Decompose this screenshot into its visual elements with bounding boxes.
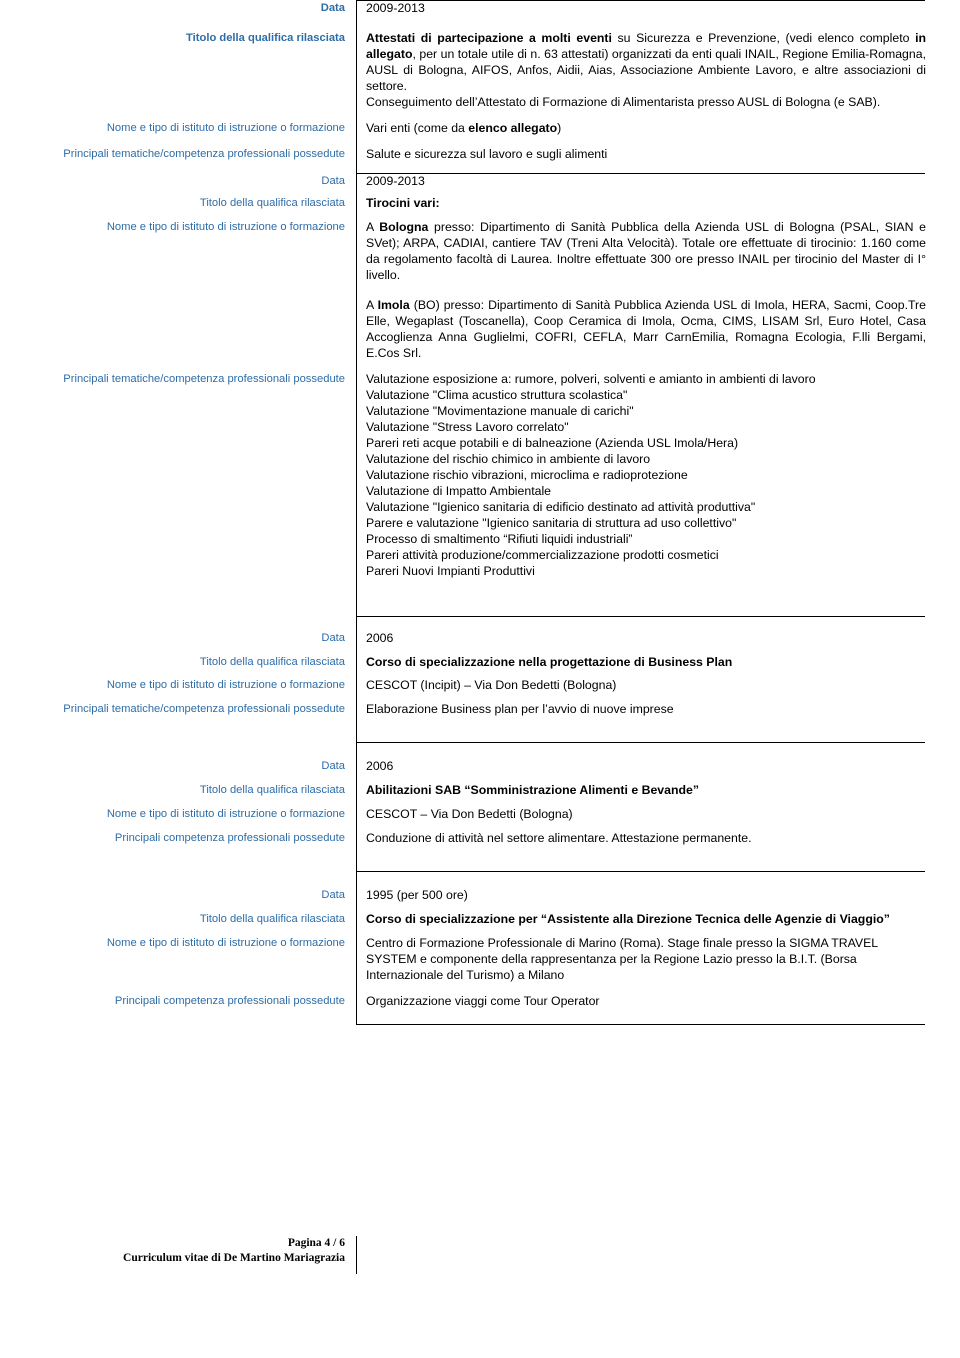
value-data: 2009-2013	[366, 173, 425, 188]
footer-page-number: Pagina 4 / 6	[287, 1237, 345, 1249]
label-titolo-qualifica: Titolo della qualifica rilasciata	[199, 655, 345, 668]
label-data: Data	[321, 631, 345, 644]
list-item: Valutazione rischio vibrazioni, microclima e radioprotezione	[366, 467, 688, 482]
label-data: Data	[321, 174, 345, 187]
column-divider-line	[356, 174, 357, 616]
value-tematiche-list	[357, 372, 926, 580]
value-tematiche: Salute e sicurezza sul lavoro e sugli alimenti	[366, 146, 608, 161]
section-attestati-2009-2013	[0, 1, 960, 173]
value-istituto-imola: A Imola (BO) presso: Dipartimento di Sanità Pubblica Azienda USL di Imola, HERA, Sacmi, Coop.Tre Elle, Wegaplast (Toscanella), Coop Ceramica di Imola, Ocma, CIMS, LISAM Srl, Euro Hotel, Casa Accoglienza Anna Guglielmi, COFRI, CEFLA, Marr CarnEmilia, Romagna Ecologia, F.lli Bergami, E.Cos Srl.	[366, 297, 926, 360]
list-item: Valutazione esposizione a: rumore, polveri, solventi e amianto in ambienti di lavoro	[366, 371, 816, 386]
section-divider-bottom	[356, 1024, 925, 1025]
value-istituto: Vari enti (come da elenco allegato)	[366, 120, 562, 135]
label-istituto: Nome e tipo di istituto di istruzione o formazione	[106, 121, 345, 134]
column-divider-line	[356, 872, 357, 1024]
label-titolo-qualifica: Titolo della qualifica rilasciata	[186, 31, 345, 44]
value-istituto: CESCOT (Incipit) – Via Don Bedetti (Bologna)	[366, 678, 617, 693]
list-item: Valutazione "Igienico sanitaria di edificio destinato ad attività produttiva"	[366, 499, 756, 514]
value-titolo-qualifica: Tirocini vari:	[366, 195, 440, 210]
label-tematiche: Principali tematiche/competenza professionali possedute	[63, 147, 345, 160]
column-divider-line	[356, 617, 357, 743]
label-competenze: Principali competenza professionali possedute	[114, 995, 345, 1008]
list-item: Valutazione del rischio chimico in ambiente di lavoro	[366, 451, 651, 466]
list-item: Pareri attività produzione/commercializzazione prodotti cosmetici	[366, 547, 719, 562]
value-data: 2009-2013	[366, 1, 425, 15]
label-data: Data	[321, 889, 345, 902]
label-tematiche: Principali tematiche/competenza professionali possedute	[63, 372, 345, 385]
label-istituto: Nome e tipo di istituto di istruzione o formazione	[106, 808, 345, 821]
label-tematiche: Principali tematiche/competenza professionali possedute	[63, 703, 345, 716]
list-item: Valutazione "Movimentazione manuale di carichi"	[366, 403, 634, 418]
list-item: Processo di smaltimento “Rifiuti liquidi industriali”	[366, 531, 633, 546]
label-competenze: Principali competenza professionali possedute	[114, 832, 345, 845]
footer-title: Curriculum vitae di De Martino Mariagrazia	[123, 1252, 345, 1265]
section-tirocini-2009-2013	[0, 174, 960, 616]
value-titolo-qualifica: Corso di specializzazione per “Assistente alla Direzione Tecnica delle Agenzie di Viaggio”	[366, 912, 890, 927]
list-item: Pareri Nuovi Impianti Produttivi	[366, 563, 535, 578]
value-titolo-qualifica: Corso di specializzazione nella progettazione di Business Plan	[366, 654, 733, 669]
label-titolo-qualifica: Titolo della qualifica rilasciata	[199, 196, 345, 209]
value-titolo-qualifica-line2: Conseguimento dell’Attestato di Formazione di Alimentarista presso AUSL di Bologna (e SAB).	[366, 94, 881, 109]
list-item: Valutazione di Impatto Ambientale	[366, 483, 552, 498]
value-competenze: Organizzazione viaggi come Tour Operator	[366, 994, 600, 1009]
value-titolo-qualifica: Attestati di partecipazione a molti eventi su Sicurezza e Prevenzione, (vedi elenco completo in allegato, per un totale utile di n. 63 attestati) organizzati da enti quali INAIL, Regione Emilia-Romagna, AUSL di Bologna, AIFOS, Anfos, Aidii, Aias, Associazione Ambiente Lavoro, e altre associazioni di settore.	[366, 30, 926, 93]
label-data: Data	[321, 760, 345, 773]
label-titolo-qualifica: Titolo della qualifica rilasciata	[199, 913, 345, 926]
value-competenze: Conduzione di attività nel settore alimentare. Attestazione permanente.	[366, 831, 752, 846]
label-titolo-qualifica: Titolo della qualifica rilasciata	[199, 784, 345, 797]
label-istituto: Nome e tipo di istituto di istruzione o formazione	[106, 679, 345, 692]
list-item: Valutazione "Clima acustico struttura scolastica"	[366, 387, 628, 402]
value-data: 1995 (per 500 ore)	[366, 888, 468, 903]
column-divider-line	[356, 743, 357, 871]
list-item: Parere e valutazione "Igienico sanitaria di struttura ad uso collettivo"	[366, 515, 737, 530]
value-titolo-qualifica: Abilitazioni SAB “Somministrazione Alimenti e Bevande”	[366, 783, 699, 798]
value-data: 2006	[366, 759, 394, 774]
value-tematiche: Elaborazione Business plan per l’avvio di nuove imprese	[366, 702, 674, 717]
value-istituto-bologna: A Bologna presso: Dipartimento di Sanità Pubblica della Azienda USL di Bologna (PSAL, SIAN e SVet); ARPA, CADIAI, cantiere TAV (Treni Alta Velocità). Totale ore effettuate di tirocinio: 1.160 come da regolamento facoltà di Laurea. Inoltre effettuate 300 ore presso INAIL per tirocinio del Master di I° livello.	[366, 219, 926, 282]
list-item: Valutazione "Stress Lavoro correlato"	[366, 419, 569, 434]
value-data: 2006	[366, 630, 394, 645]
section-sab-2006	[0, 743, 960, 871]
value-istituto: CESCOT – Via Don Bedetti (Bologna)	[366, 807, 573, 822]
value-istituto: Centro di Formazione Professionale di Marino (Roma). Stage finale presso la SIGMA TRAVEL SYSTEM e componente della rappresentanza per la Regione Lazio presso la B.I.T. (Borsa Internazionale del Turismo) a Milano	[366, 936, 878, 983]
label-istituto: Nome e tipo di istituto di istruzione o formazione	[106, 937, 345, 950]
label-data: Data	[320, 2, 345, 14]
column-divider-line	[356, 1, 357, 173]
label-istituto: Nome e tipo di istituto di istruzione o formazione	[106, 220, 345, 233]
section-business-plan-2006	[0, 617, 960, 743]
page-footer	[0, 1236, 960, 1274]
list-item: Pareri reti acque potabili e di balneazione (Azienda USL Imola/Hera)	[366, 435, 739, 450]
section-agenzie-viaggio-1995	[0, 872, 960, 1024]
